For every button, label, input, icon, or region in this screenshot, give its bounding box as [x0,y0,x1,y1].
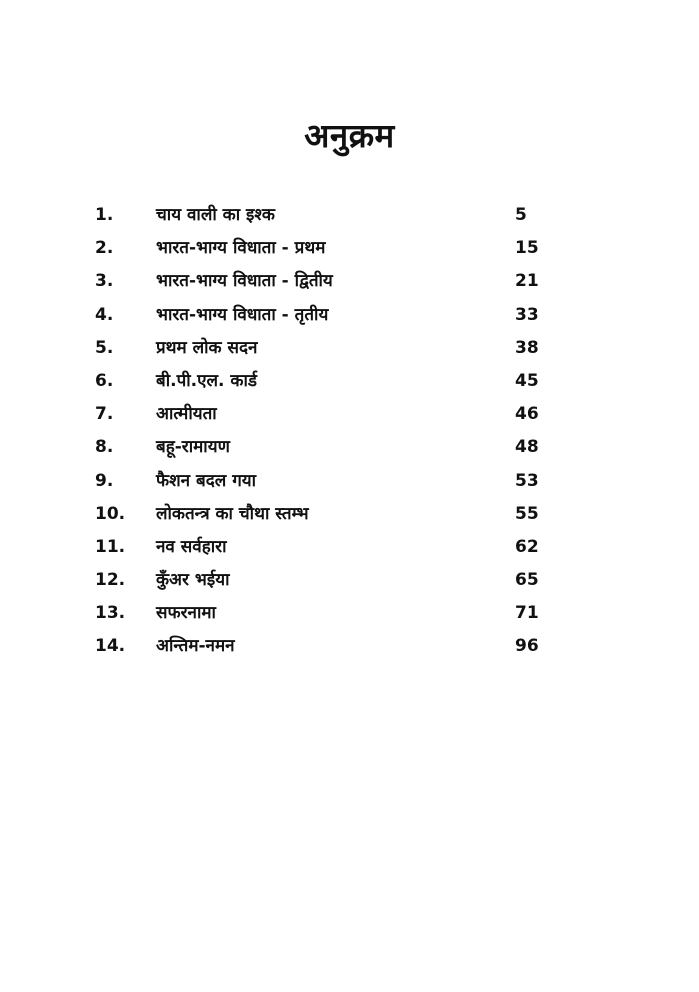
toc-entry-title: आत्मीयता [156,404,217,425]
toc-entry-page: 15 [515,238,539,259]
toc-entry-title: बी.पी.एल. कार्ड [156,370,257,391]
toc-entry-number: 8. [95,437,114,458]
toc-entry-number: 4. [95,304,114,325]
page-title [0,112,699,157]
toc-entry-title: भारत-भाग्य विधाता - प्रथम [156,238,326,259]
toc-entry-page: 55 [515,503,539,524]
toc-entry[interactable] [0,465,699,498]
toc-entry-title: चाय वाली का इश्क [156,205,275,225]
toc-entry-page: 5 [515,205,527,225]
toc-entry[interactable] [0,498,699,531]
toc-entry[interactable] [0,265,699,298]
toc-entry-page: 45 [515,370,539,391]
toc-entry-title: सफरनामा [156,603,216,624]
toc-entry-page: 96 [515,636,539,657]
toc-entry[interactable] [0,564,699,597]
toc-entry-number: 11. [95,536,126,557]
table-of-contents [0,199,699,664]
toc-entry[interactable] [0,299,699,332]
toc-entry-page: 48 [515,437,539,458]
toc-entry-page: 62 [515,536,539,557]
toc-entry-number: 12. [95,570,126,591]
toc-entry-page: 71 [515,603,539,624]
toc-entry-page: 33 [515,304,539,325]
toc-entry-number: 13. [95,603,126,624]
toc-entry[interactable] [0,232,699,265]
toc-entry[interactable] [0,431,699,464]
toc-entry-title: प्रथम लोक सदन [156,337,258,358]
toc-entry-number: 2. [95,238,114,259]
toc-entry[interactable] [0,597,699,630]
toc-entry-number: 14. [95,636,126,657]
toc-entry[interactable] [0,332,699,365]
toc-entry[interactable] [0,630,699,663]
toc-entry-number: 1. [95,205,114,225]
toc-entry[interactable] [0,199,699,232]
toc-entry-page: 53 [515,470,539,491]
toc-entry-page: 21 [515,271,539,292]
toc-entry-title: लोकतन्त्र का चौथा स्तम्भ [156,503,309,524]
toc-entry-title: बहू-रामायण [156,437,230,458]
toc-entry-number: 9. [95,470,114,491]
toc-entry[interactable] [0,365,699,398]
toc-entry[interactable] [0,398,699,431]
toc-entry-title: भारत-भाग्य विधाता - द्वितीय [156,271,333,292]
toc-entry-title: भारत-भाग्य विधाता - तृतीय [156,304,329,325]
toc-entry-number: 7. [95,404,114,425]
toc-entry-number: 10. [95,503,126,524]
toc-entry-number: 6. [95,370,114,391]
toc-entry-number: 5. [95,337,114,358]
toc-entry-title: कुँअर भईया [156,570,230,591]
toc-entry-title: अन्तिम-नमन [156,636,235,657]
toc-entry[interactable] [0,531,699,564]
toc-entry-number: 3. [95,271,114,292]
toc-entry-page: 65 [515,570,539,591]
toc-entry-page: 46 [515,404,539,425]
page-title-text: अनुक्रम [304,116,395,155]
toc-entry-page: 38 [515,337,539,358]
toc-entry-title: नव सर्वहारा [156,536,227,557]
toc-entry-title: फैशन बदल गया [156,470,257,491]
